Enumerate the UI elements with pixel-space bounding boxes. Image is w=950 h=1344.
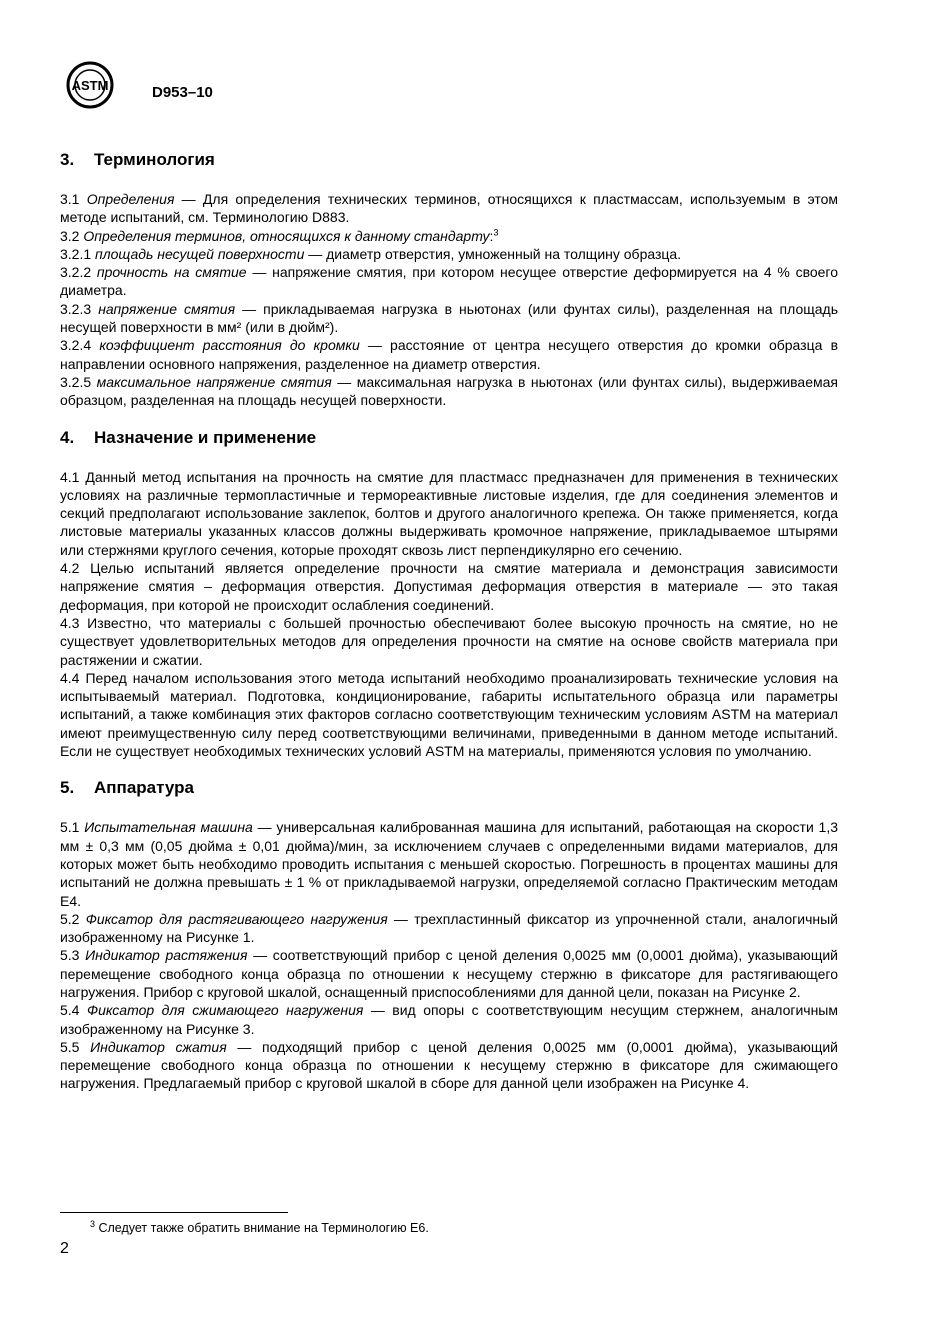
paragraph: 3.2.1 площадь несущей поверхности — диаметр отверстия, умноженный на толщину образца. [60, 245, 682, 262]
section-3 [60, 148, 838, 410]
paragraph: 5.3 Индикатор растяжения — соответствующий прибор с ценой деления 0,0025 мм (0,0001 дюйма), указывающий перемещение свободного конца образца по отношении к несущему стержню в фиксаторе для растягивающего нагружения. Прибор с круговой шкалой, оснащенный приспособлениями для данной цели, показан на Рисунке 2. [60, 947, 839, 1000]
paragraph: 3.1 Определения — Для определения технических терминов, относящихся к пластмассам, используемым в этом методе испытаний, см. Терминологию D883. [60, 191, 838, 226]
section-5 [60, 776, 838, 1092]
paragraph: 4.2 Целью испытаний является определение прочности на смятие материала и демонстрация зависимости напряжение смятия – деформация отверстия. Допустимая деформация отверстия в материале — это такая деформация, при которой не происходит ослабления соединений. [60, 560, 839, 613]
footnote-divider [60, 1212, 288, 1213]
paragraph: 3.2.2 прочность на смятие — напряжение смятия, при котором несущее отверстие деформируется на 4 % своего диаметра. [60, 264, 839, 299]
svg-text:ASTM: ASTM [71, 78, 109, 93]
paragraph: 5.4 Фиксатор для сжимающего нагружения — вид опоры с соответствующим несущим стержнем, аналогичным изображенному на Рисунке 3. [60, 1002, 838, 1037]
paragraph: 5.2 Фиксатор для растягивающего нагружения — трехпластинный фиксатор из упрочненной стали, аналогичный изображенному на Рисунке 1. [60, 910, 838, 946]
paragraph: 3.2 Определения терминов, относящихся к данному стандарту:$^3$ [60, 226, 499, 244]
paragraph: 5.1 Испытательная машина — универсальная калиброванная машина для испытаний, работающая на скорости 1,3 мм ± 0,3 мм (0,05 дюйма ± 0,01 дюйма)/мин, за исключением случаев с определенными видами материалов, для которых может быть необходимо проводить испытания с меньшей скоростью. Погрешность в процентах машины для испытаний не должна превышать ± 1 % от прикладываемой нагрузки, определяемой согласно Практическим методам E4. [60, 819, 839, 909]
section-heading: 5. Аппаратура [60, 778, 194, 798]
paragraph: 4.3 Известно, что материалы с большей прочностью обеспечивают более высокую прочность на смятие, но не существует удовлетворительных методов для определения прочности на смятие на основе свойств материала при растяжении и сжатии. [60, 614, 839, 668]
section-heading: 4. Назначение и применение [60, 427, 317, 447]
paragraph: 5.5 Индикатор сжатия — подходящий прибор с ценой деления 0,0025 мм (0,0001 дюйма), указывающий перемещение свободного конца образца по отношении к несущему стержню в фиксаторе для сжимающего нагружения. Предлагаемый прибор с круговой шкалой в сборе для данной цели изображен на Рисунке 4. [60, 1038, 838, 1092]
paragraph: 4.4 Перед началом использования этого метода испытаний необходимо проанализировать технические условия на испытываемый материал. Подготовка, кондиционирование, габариты испытательного образца или параметры испытаний, а также комбинация этих факторов согласно соответствующим техническим условиям ASTM на материал имеют преимущественную силу перед соответствующими величинами, приведенными в данном методе испытаний. Если не существует необходимых технических условий ASTM на материалы, применяются условия по умолчанию. [60, 669, 838, 760]
document-body [60, 148, 838, 1093]
paragraph: 3.2.5 максимальное напряжение смятия — максимальная нагрузка в ньютонах (или фунтах силы), выдерживаемая образцом, разделенная на площадь несущей поверхности. [60, 373, 839, 409]
paragraph: 4.1 Данный метод испытания на прочность на смятие для пластмасс предназначен для применения в технических условиях на различные термопластичные и термореактивные листовые изделия, где для соединения элементов и секций предполагают использование заклепок, болтов и другого аналогичного крепежа. Он также применяется, когда листовые материалы указанных классов должны выдерживать кромочное напряжение, прикладываемое штырями или стержнями круглого сечения, которые проходят сквозь лист перпендикулярно его сечению. [60, 468, 838, 558]
section-heading: 3. Терминология [60, 150, 215, 169]
document-id: D953–10 [152, 84, 213, 101]
paragraph: 3.2.4 коэффициент расстояния до кромки — расстояние от центра несущего отверстия до кромки образца в направлении основного напряжения, разделенное на диаметр отверстия. [60, 337, 839, 372]
section-4 [60, 426, 838, 761]
page-number: 2 [60, 1240, 69, 1257]
astm-logo [60, 60, 120, 110]
paragraph: 3.2.3 напряжение смятия — прикладываемая нагрузка в ньютонах (или фунтах силы), разделенная на площадь несущей поверхности в мм² (или в дюйм²). [60, 300, 839, 336]
footnote: $^3$ Следует также обратить внимание на Терминологию E6. [90, 1218, 429, 1235]
